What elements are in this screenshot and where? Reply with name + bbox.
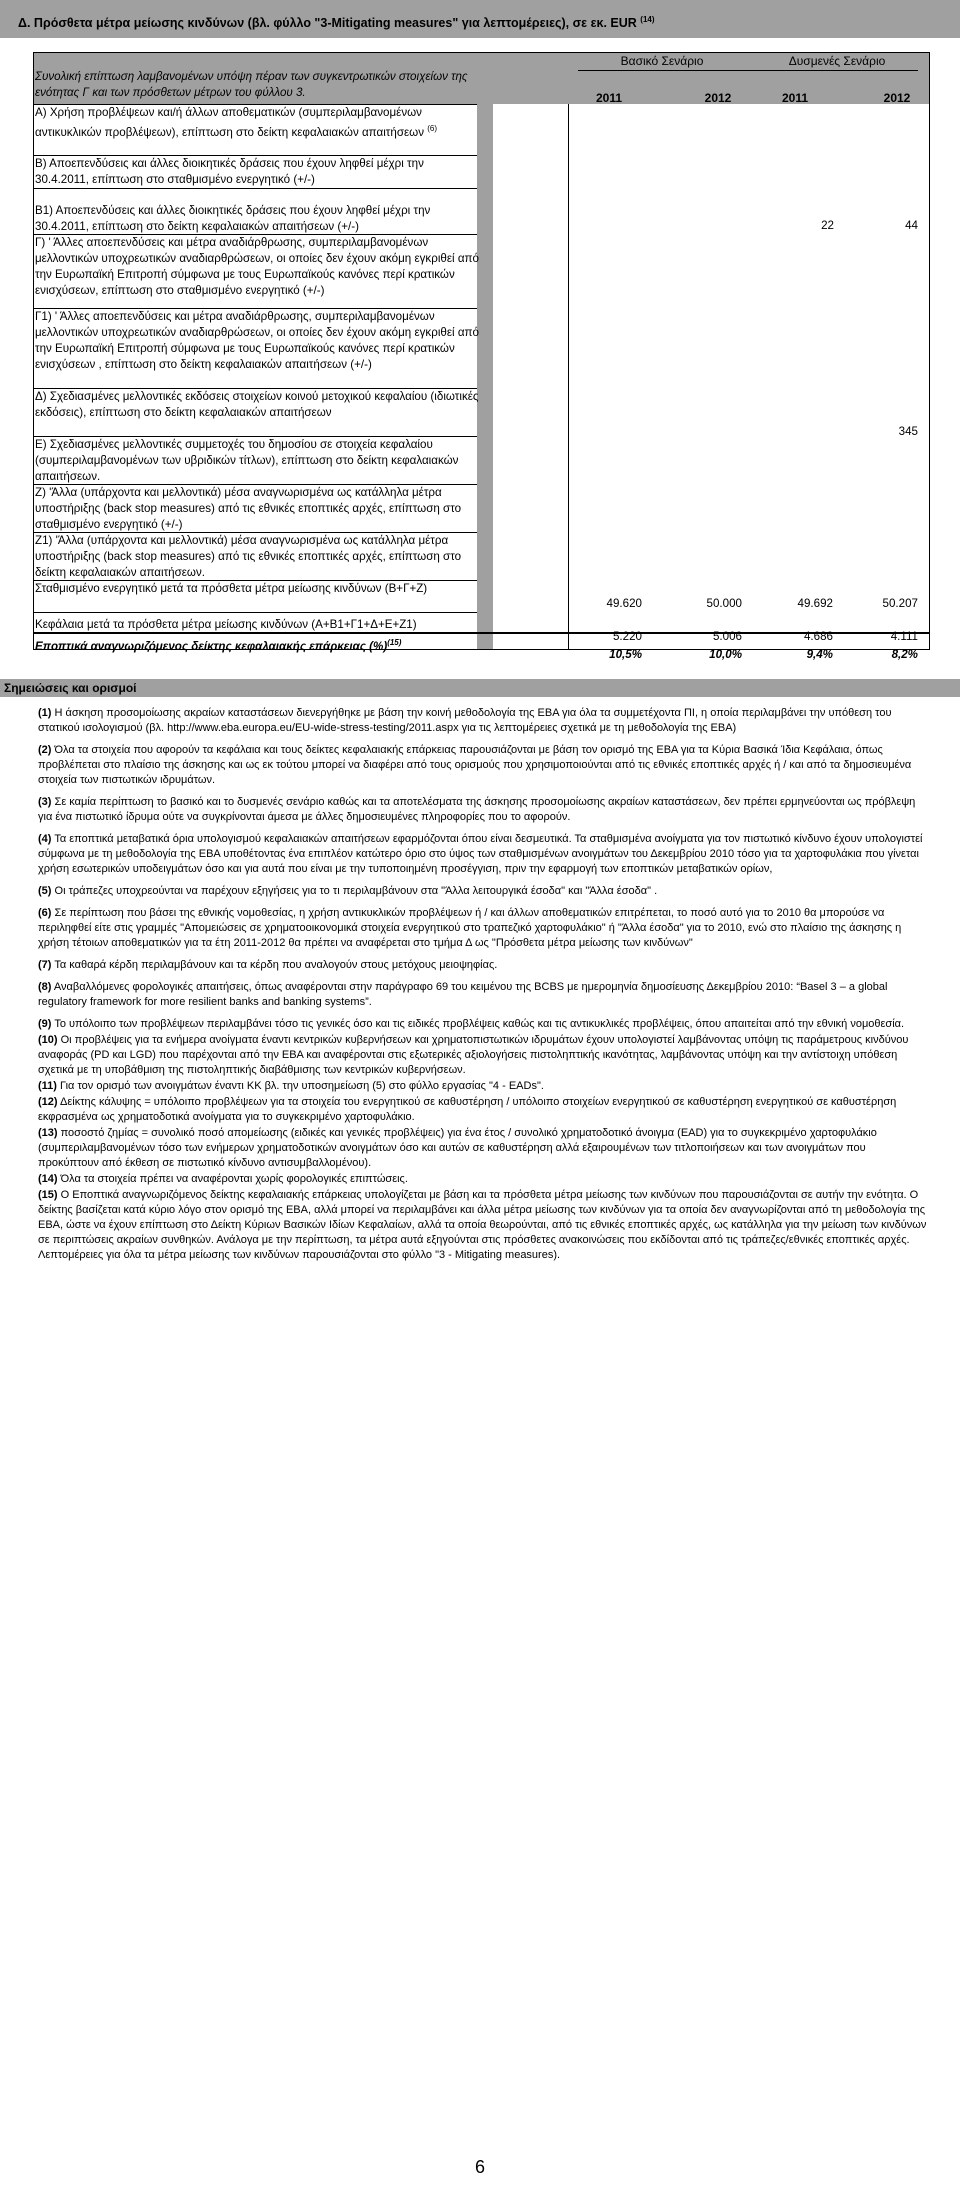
note-item — [38, 1172, 928, 1187]
table-row-label-c1 — [33, 308, 481, 373]
cell-d-adverse-2012: 345 — [898, 425, 918, 438]
scenario-header-baseline: Βασικό Σενάριο — [620, 54, 704, 68]
year-header: 2012 — [883, 91, 911, 105]
note-number: (1) — [38, 707, 52, 719]
notes-heading: Σημειώσεις και ορισμοί — [4, 681, 137, 695]
note-item — [38, 906, 928, 951]
notes-list — [38, 706, 928, 1270]
note-number: (9) — [38, 1018, 52, 1030]
row-text: Ζ) 'Άλλα (υπάρχοντα και μελλοντικά) μέσα αναγνωρισμένα ως κατάλληλα μέτρα υποστήριξης (back stop measures) από τις εθνικές εποπτικές αρχές, επίπτωση στο σταθμισμένο ενεργητικό (+/-) — [35, 486, 462, 531]
note-number: (2) — [38, 744, 52, 756]
table-row-label-ratio — [33, 634, 481, 655]
note-text: Αναβαλλόμενες φορολογικές απαιτήσεις, όπως αναφέρονται στην παράγραφο 69 του κειμένου της BCBS με ημερομηνία δημοσίευσης Δεκεμβρίου 2010: “Basel 3 – a global regulatory framework for more resilient banks and banking systems”. — [38, 981, 888, 1008]
note-number: (11) — [38, 1080, 57, 1092]
cell-b1-adverse-2011: 22 — [821, 219, 834, 232]
corner-label: Συνολική επίπτωση λαμβανομένων υπόψη πέραν των συγκεντρωτικών στοιχείων της ενότητας Γ και των πρόσθετων μέτρων του φύλλου 3. — [35, 70, 468, 99]
table-row-label-c — [33, 234, 481, 299]
row-sup: (15) — [387, 638, 402, 647]
table-row-label-a — [33, 104, 481, 141]
scenario-underline — [578, 70, 918, 71]
year-header: 2011 — [781, 91, 809, 105]
note-text: Όλα τα στοιχεία πρέπει να αναφέρονται χωρίς φορολογικές επιπτώσεις. — [60, 1173, 408, 1185]
scenario-header-adverse: Δυσμενές Σενάριο — [788, 54, 886, 68]
note-item — [38, 1095, 928, 1125]
year-header: 2011 — [595, 91, 623, 105]
note-number: (13) — [38, 1127, 58, 1139]
cell-capital-base-2011: 5.220 — [612, 630, 642, 643]
row-text: Δ) Σχεδιασμένες μελλοντικές εκδόσεις στοιχείων κοινού μετοχικού κεφαλαίου (ιδιωτικές εκδόσεις), επίπτωση στο δείκτη κεφαλαιακών απαιτήσεων — [35, 390, 479, 419]
note-text: Τα εποπτικά μεταβατικά όρια υπολογισμού κεφαλαιακών απαιτήσεων εφαρμόζονται όπου είναι δεσμευτικά. Τα σταθμισμένα ανοίγματα για τον πιστωτικό κίνδυνο έχουν υπολογιστεί σύμφωνα με τη μεθοδολογία της EBA υποθέτοντας ένα επιπλέον κατώτερο όριο στο ύψος των σταθμισμένων ανοιγμάτων του Δεκεμβρίου 2010 τόσο για τα χαρτοφυλάκια που γίνεται χρήση εσωτερικών υποδειγμάτων όσο και για αυτά που είναι με την τυποποιημένη προσέγγιση, πριν την εφαρμογή των εποπτικών μεταβατικών ορίων, — [38, 833, 923, 875]
table-row-label-capital — [33, 616, 481, 633]
row-text: Κεφάλαια μετά τα πρόσθετα μέτρα μείωσης κινδύνων (Α+Β1+Γ1+Δ+Ε+Ζ1) — [35, 618, 417, 631]
note-text: Σε περίπτωση που βάσει της εθνικής νομοθεσίας, η χρήση αντικυκλικών προβλέψεων ή / και άλλων αποθεματικών επιτρέπεται, το ποσό αυτό για το 2010 θα μπορούσε να περιληφθεί είτε στις γραμμές "Απομειώσεις σε χρηματοοικονομικά στοιχεία ενεργητικού στο τραπεζικό χαρτοφυλάκιο" ή "Άλλα έσοδα" για το 2010, ενώ στο πλαίσιο της άσκησης η χρήση τέτοιων αποθεματικών για τα έτη 2011-2012 θα πρέπει να αναφέρεται στο τμήμα Δ ως "Πρόσθετα μέτρα μείωσης των κινδύνων" — [38, 907, 902, 949]
notes-heading-bar — [0, 679, 960, 697]
row-text: Ε) Σχεδιασμένες μελλοντικές συμμετοχές του δημοσίου σε στοιχεία κεφαλαίου (συμπεριλαμβανομένων των υβριδικών τίτλων), επίπτωση στο δείκτη κεφαλαιακών απαιτήσεων. — [35, 438, 459, 483]
cell-rwa-base-2012: 50.000 — [706, 597, 742, 610]
page-number: 6 — [474, 2157, 485, 2177]
row-divider — [33, 612, 477, 613]
cell-ratio-base-2012: 10,0% — [709, 648, 742, 661]
note-text: Η άσκηση προσομοίωσης ακραίων καταστάσεων διενεργήθηκε με βάση την κοινή μεθοδολογία της EBA για όλα τα συμμετέχοντα ΠΙ, η οποία περιλαμβάνει την υπόθεση του στατικού ισολογισμού (βλ. http://www.eba.europa.eu/EU-wide-stress-testing/2011.aspx για τις λεπτομέρειες σχετικά με τη μεθοδολογία της EBA) — [38, 707, 892, 734]
note-item — [38, 743, 928, 788]
row-sup: (6) — [427, 124, 438, 133]
note-text: Για τον ορισμό των ανοιγμάτων έναντι ΚΚ βλ. την υποσημείωση (5) στο φύλλο εργασίας "4 - EADs". — [60, 1080, 544, 1092]
cell-rwa-adverse-2012: 50.207 — [882, 597, 918, 610]
note-text: Οι τράπεζες υποχρεούνται να παρέχουν εξηγήσεις για το τι περιλαμβάνουν στα "Άλλα λειτουργικά έσοδα" και "Άλλα έσοδα" . — [54, 885, 658, 897]
cell-ratio-adverse-2011: 9,4% — [806, 648, 833, 661]
note-number: (8) — [38, 981, 52, 993]
note-item — [38, 958, 928, 973]
table-row-label-d — [33, 388, 481, 421]
note-item — [38, 832, 928, 877]
row-text: Α) Χρήση προβλέψεων και/ή άλλων αποθεματικών (συμπεριλαμβανομένων αντικυκλικών προβλέψεων), επίπτωση στο δείκτη κεφαλαιακών απαιτήσεων — [35, 106, 424, 139]
year-header: 2012 — [704, 91, 732, 105]
note-text: Σε καμία περίπτωση το βασικό και το δυσμενές σενάριο καθώς και τα αποτελέσματα της άσκησης προσομοίωσης ακραίων καταστάσεων, δεν πρέπει ερμηνεύονται ως πρόβλεψη για ένα πιστωτικό ίδρυμα ούτε να συγκρίνονται άμεσα με άλλες δημοσιευμένες πληροφορίες που το αφορούν. — [38, 796, 916, 823]
note-number: (15) — [38, 1189, 58, 1201]
table-row-label-z — [33, 484, 481, 533]
note-number: (12) — [38, 1096, 58, 1108]
cell-rwa-adverse-2011: 49.692 — [797, 597, 833, 610]
table-row-label-rwa — [33, 580, 481, 597]
cell-rwa-base-2011: 49.620 — [606, 597, 642, 610]
table-row-label-z1 — [33, 532, 481, 581]
note-text: Δείκτης κάλυψης = υπόλοιπο προβλέψεων για τα στοιχεία του ενεργητικού σε καθυστέρηση / υπόλοιπο στοιχείων ενεργητικού σε καθυστέρηση ενεργητικού σε καθυστέρηση εκφρασμένα ως χρηματοδοτικά ανοίγματα για το συγκεκριμένο χαρτοφυλάκιο. — [38, 1096, 897, 1123]
note-text: Οι προβλέψεις για τα ενήμερα ανοίγματα έναντι κεντρικών κυβερνήσεων και χρηματοπιστωτικών ιδρυμάτων έχουν υπολογιστεί λαμβάνοντας υπόψη τις παράμετρους κινδύνου αναφοράς (PD και LGD) που παρέχονται από την EBA και αναφέρονται στις εξωτερικές αξιολογήσεις πιστοληπτικής ικανότητας, λαμβάνοντας υπόψη και την αντίστοιχη υπόθεση σχετικά με τη υποβάθμιση της πιστοληπτικής διαβάθμισης των κεντρικών κυβερνήσεων. — [38, 1034, 909, 1076]
section-title-text: Δ. Πρόσθετα μέτρα μείωσης κινδύνων (βλ. φύλλο "3-Mitigating measures" για λεπτομέρειες), σε εκ. EUR — [18, 16, 637, 31]
row-text: Γ1) ' Άλλες αποεπενδύσεις και μέτρα αναδιάρθρωσης, συμπεριλαμβανομένων μελλοντικών υποχρεωτικών αναδιαρθρώσεων, οι οποίες δεν έχουν ακόμη εγκριθεί από την Ευρωπαϊκή Επιτροπή σύμφωνα με τους Ευρωπαϊκούς κανόνες περί κρατικών ενισχύσεων , επίπτωση στο δείκτη κεφαλαιακών απαιτήσεων (+/-) — [35, 310, 479, 371]
table-row-label-b1 — [33, 202, 481, 235]
note-number: (5) — [38, 885, 52, 897]
note-number: (10) — [38, 1034, 58, 1046]
note-item — [38, 1079, 928, 1094]
section-title — [18, 15, 655, 30]
row-text: Εποπτικά αναγνωριζόμενος δείκτης κεφαλαιακής επάρκειας (%) — [35, 639, 388, 653]
note-item — [38, 706, 928, 736]
table-row-label-e — [33, 436, 481, 485]
row-text: Ζ1) 'Άλλα (υπάρχοντα και μελλοντικά) μέσα αναγνωρισμένα ως κατάλληλα μέτρα υποστήριξης (back stop measures) από τις εθνικές εποπτικές αρχές, επίπτωση στο δείκτη κεφαλαιακών απαιτήσεων. — [35, 534, 462, 579]
note-text: Τα καθαρά κέρδη περιλαμβάνουν και τα κέρδη που αναλογούν στους μετόχους μειοψηφίας. — [54, 959, 498, 971]
cell-capital-adverse-2012: 4.111 — [890, 630, 918, 643]
row-text: Σταθμισμένο ενεργητικό μετά τα πρόσθετα μέτρα μείωσης κινδύνων (Β+Γ+Ζ) — [35, 582, 428, 595]
note-number: (3) — [38, 796, 52, 808]
cell-ratio-base-2011: 10,5% — [609, 648, 642, 661]
note-text: Όλα τα στοιχεία που αφορούν τα κεφάλαια και τους δείκτες κεφαλαιακής επάρκειας παρουσιάζονται με βάση τον ορισμό της EBA για τα Κύρια Βασικά Ίδια Κεφάλαια, όπως προβλέπεται στο πλαίσιο της άσκησης και ως εκ τούτου μπορεί να διαφέρει από τους ορισμούς που χρησιμοποιούνται από τις εθνικές εποπτικές αρχές ή / και από τα δημοσιευμένα στοιχεία των πιστωτικών ιδρυμάτων. — [38, 744, 912, 786]
cell-ratio-adverse-2012: 8,2% — [891, 648, 918, 661]
row-divider — [33, 188, 477, 189]
section-title-sup: (14) — [640, 15, 655, 24]
note-item — [38, 1188, 928, 1263]
note-item — [38, 980, 928, 1010]
row-text: Β1) Αποεπενδύσεις και άλλες διοικητικές δράσεις που έχουν ληφθεί μέχρι την 30.4.2011, επίπτωση στο δείκτη κεφαλαιακών απαιτήσεων (+/-) — [35, 204, 431, 233]
cell-capital-adverse-2011: 4.686 — [803, 630, 833, 643]
note-number: (14) — [38, 1173, 58, 1185]
note-number: (7) — [38, 959, 52, 971]
note-text: Ο Εποπτικά αναγνωριζόμενος δείκτης κεφαλαιακής επάρκειας υπολογίζεται με βάση και τα πρόσθετα μέτρα μείωσης των κινδύνων που παρουσιάζονται σε αυτήν την ενότητα. Ο δείκτης βασίζεται κατά κύριο λόγο στον ορισμό της EBA, αλλά μπορεί να περιλαμβάνει και άλλα μέτρα μείωσης των κινδύνων για τα οποία δεν αναγνωρίζονται από τη μεθοδολογία της EBA, ώστε να έχουν επίπτωση στο Δείκτη Κύριων Βασικών Ιδίων Κεφαλαίων, αλλά τα οποία θεωρούνται, από τις εθνικές εποπτικές αρχές, ως κατάλληλα για την μείωση των κινδύνων σε περιπτώσεις ακραίων συνθηκών. Ανάλογα με την περίπτωση, τα μέτρα αυτά εξηγούνται στις πρόσθετες ανακοινώσεις που εκδίδονται από τις τράπεζες/εθνικές εποπτικές αρχές. Λεπτομέρειες για όλα τα μέτρα μείωσης των κινδύνων παρουσιάζονται στο φύλλο "3 - Mitigating measures). — [38, 1189, 927, 1261]
cell-b1-adverse-2012: 44 — [905, 219, 918, 232]
cell-capital-base-2012: 5.006 — [712, 630, 742, 643]
table-row-label-b — [33, 155, 481, 188]
note-text: ποσοστό ζημίας = συνολικό ποσό απομείωσης (ειδικές και γενικές προβλέψεις) για ένα έτος / συνολικό χρηματοδοτικό άνοιγμα (EAD) για το συγκεκριμένο χαρτοφυλάκιο (συμπεριλαμβανομένων τόσο των ενήμερων χρηματοδοτικών ανοιγμάτων όσο και αυτών σε καθυστέρηση αλλά εξαιρουμένων των τιτλοποιήσεων και των ανοιγμάτων που προκύπτουν από έκθεση σε πιστωτικό κίνδυνο αντισυμβαλλομένου). — [38, 1127, 877, 1169]
right-grid-line — [568, 104, 569, 650]
row-text: Β) Αποεπενδύσεις και άλλες διοικητικές δράσεις που έχουν ληφθεί μέχρι την 30.4.2011, επίπτωση στο σταθμισμένο ενεργητικό (+/-) — [35, 157, 424, 186]
note-number: (4) — [38, 833, 52, 845]
note-item — [38, 1126, 928, 1171]
note-item — [38, 1017, 928, 1032]
note-number: (6) — [38, 907, 52, 919]
row-text: Γ) ' Άλλες αποεπενδύσεις και μέτρα αναδιάρθρωσης, συμπεριλαμβανομένων μελλοντικών υποχρεωτικών αναδιαρθρώσεων, οι οποίες δεν έχουν ακόμη εγκριθεί από την Ευρωπαϊκή Επιτροπή σύμφωνα με τους Ευρωπαϊκούς κανόνες περί κρατικών ενισχύσεων, επίπτωση στο σταθμισμένο ενεργητικό (+/-) — [35, 236, 479, 297]
note-item — [38, 884, 928, 899]
note-text: Το υπόλοιπο των προβλέψεων περιλαμβάνει τόσο τις γενικές όσο και τις ειδικές προβλέψεις καθώς και τις αντικυκλικές προβλέψεις, όπου απαιτείται από την εθνική νομοθεσία. — [54, 1018, 905, 1030]
note-item — [38, 1033, 928, 1078]
note-item — [38, 795, 928, 825]
